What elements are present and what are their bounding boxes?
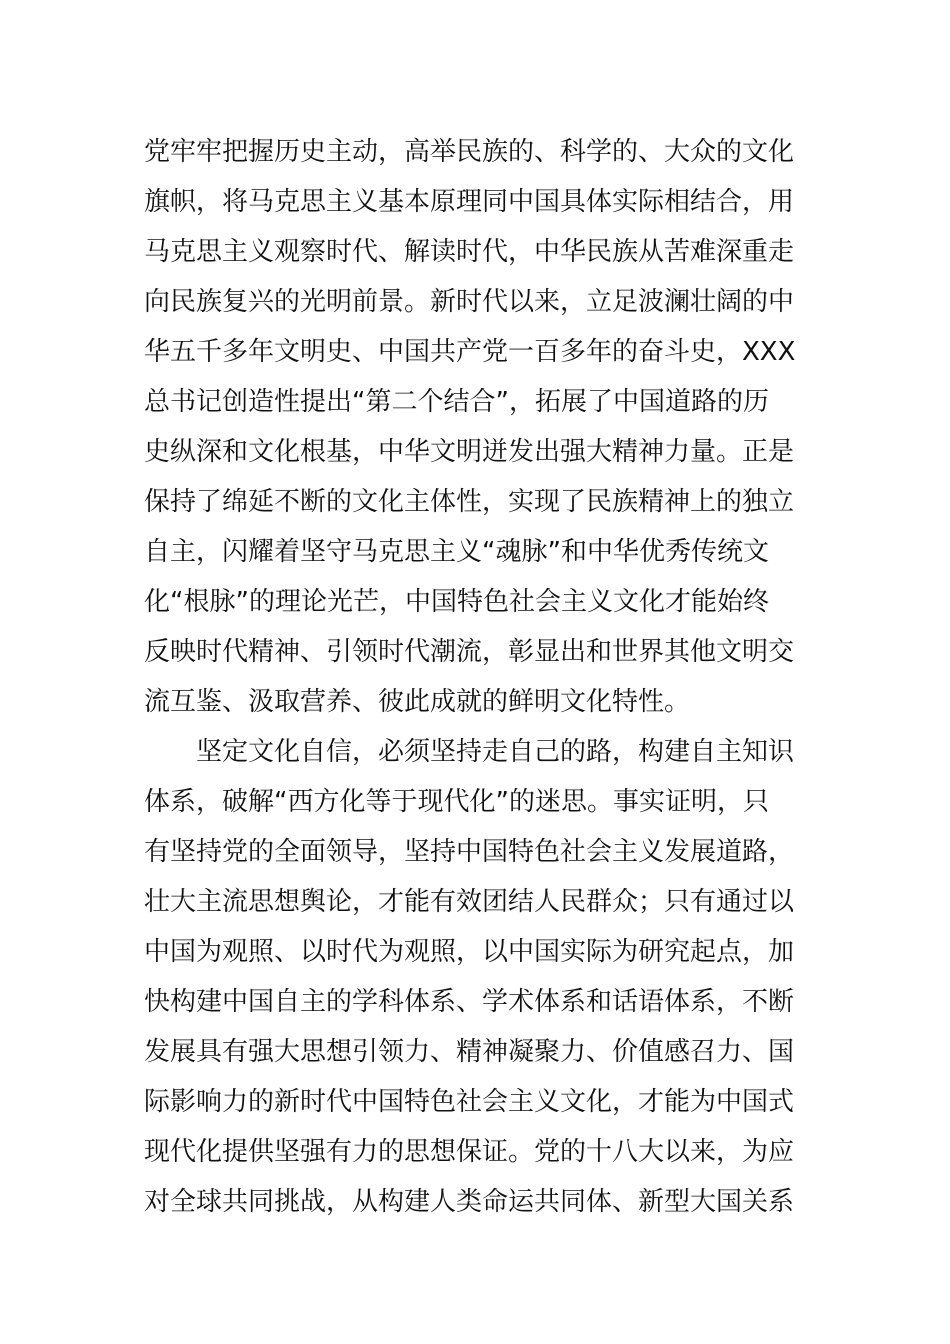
text-line: 快构建中国自主的学科体系、学术体系和话语体系，不断 — [144, 987, 795, 1017]
text-line: 马克思主义观察时代、解读时代，中华民族从苦难深重走 — [144, 237, 795, 267]
text-line: 现代化提供坚强有力的思想保证。党的十八大以来，为应 — [144, 1137, 795, 1167]
text-line: 壮大主流思想舆论，才能有效团结人民群众；只有通过以 — [144, 887, 795, 917]
text-line: 自主，闪耀着坚守马克思主义“魂脉”和中华优秀传统文 — [144, 537, 769, 567]
text-line: 党牢牢把握历史主动，高举民族的、科学的、大众的文化 — [144, 137, 795, 167]
text-line: 际影响力的新时代中国特色社会主义文化，才能为中国式 — [144, 1087, 795, 1117]
text-line: 华五千多年文明史、中国共产党一百多年的奋斗史，XXX — [144, 337, 796, 367]
text-line: 中国为观照、以时代为观照，以中国实际为研究起点，加 — [144, 937, 795, 967]
text-line: 有坚持党的全面领导，坚持中国特色社会主义发展道路， — [144, 837, 795, 867]
text-line: 旗帜，将马克思主义基本原理同中国具体实际相结合，用 — [144, 187, 795, 217]
text-line: 对全球共同挑战，从构建人类命运共同体、新型大国关系 — [144, 1187, 795, 1217]
text-line: 反映时代精神、引领时代潮流，彰显出和世界其他文明交 — [144, 637, 795, 667]
text-line: 发展具有强大思想引领力、精神凝聚力、价值感召力、国 — [144, 1037, 795, 1067]
text-line: 史纵深和文化根基，中华文明迸发出强大精神力量。正是 — [144, 437, 795, 467]
text-line: 向民族复兴的光明前景。新时代以来，立足波澜壮阔的中 — [144, 287, 795, 317]
paragraph-first-line: 坚定文化自信，必须坚持走自己的路，构建自主知识 — [196, 737, 795, 767]
text-line: 化“根脉”的理论光芒，中国特色社会主义文化才能始终 — [144, 587, 769, 617]
text-line: 体系，破解“西方化等于现代化”的迷思。事实证明，只 — [144, 787, 769, 817]
text-line: 保持了绵延不断的文化主体性，实现了民族精神上的独立 — [144, 487, 795, 517]
text-line: 流互鉴、汲取营养、彼此成就的鲜明文化特性。 — [144, 687, 691, 717]
text-line: 总书记创造性提出“第二个结合”，拓展了中国道路的历 — [144, 387, 769, 417]
